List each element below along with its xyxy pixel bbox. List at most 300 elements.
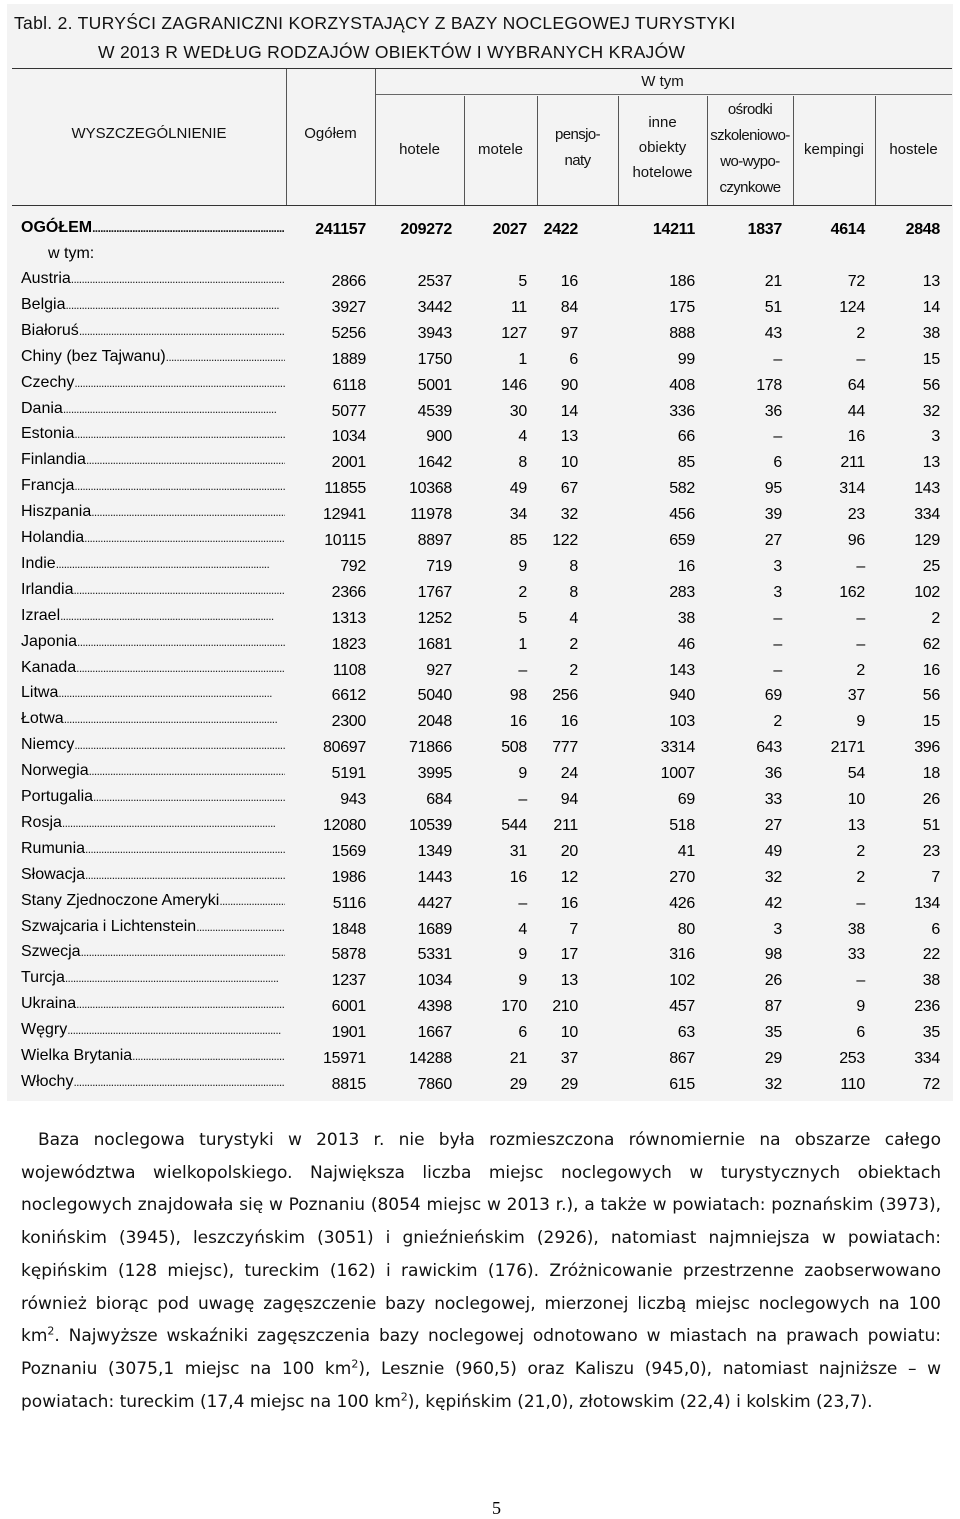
- table-row: [0, 1020, 960, 1046]
- cell-kempingi: –: [856, 350, 865, 368]
- cell-kempingi: 16: [847, 428, 865, 446]
- row-label: Hiszpania . . .: [21, 501, 285, 527]
- cell-osrodki: 3: [773, 583, 782, 601]
- cell-motele: –: [518, 791, 527, 808]
- cell-motele: 5: [518, 609, 527, 627]
- table-title-line2: W 2013 R WEDŁUG RODZAJÓW OBIEKTÓW I WYBRANYCH KRAJÓW: [98, 42, 686, 62]
- cell-hostele: 56: [922, 687, 940, 705]
- cell-hotele: 4398: [417, 998, 452, 1016]
- table-row: [0, 606, 960, 632]
- cell-inne-obiekty: 888: [669, 324, 695, 342]
- cell-kempingi: 110: [840, 1075, 865, 1093]
- cell-inne-obiekty: 867: [669, 1050, 695, 1067]
- cell-motele: 11: [510, 298, 527, 316]
- cell-osrodki: 26: [764, 972, 782, 990]
- row-label: Słowacja . . .: [21, 864, 285, 890]
- cell-ogolem: 12080: [323, 816, 366, 834]
- cell-kempingi: 6: [856, 1024, 865, 1042]
- cell-kempingi: –: [856, 557, 865, 575]
- row-label: Irlandia . . .: [21, 579, 285, 605]
- row-label: Estonia . . .: [21, 423, 285, 449]
- cell-inne-obiekty: 38: [677, 609, 695, 627]
- cell-pensjonaty: 97: [560, 324, 578, 342]
- cell-hotele: 10368: [409, 480, 452, 498]
- cell-inne-obiekty: 63: [677, 1024, 695, 1042]
- cell-motele: 98: [509, 687, 527, 705]
- cell-hotele: 3442: [417, 298, 452, 316]
- cell-ogolem: 2366: [331, 583, 366, 601]
- cell-osrodki: 3: [773, 920, 782, 938]
- cell-kempingi: 9: [856, 713, 865, 731]
- cell-hotele: 11978: [410, 506, 452, 524]
- cell-pensjonaty: 10: [560, 1024, 578, 1042]
- cell-inne-obiekty: 175: [669, 298, 695, 316]
- cell-hostele: 7: [931, 868, 940, 886]
- cell-ogolem: 6612: [331, 687, 366, 705]
- table-row: [0, 787, 960, 813]
- cell-motele: 9: [518, 946, 527, 964]
- cell-ogolem: 1986: [331, 868, 366, 886]
- cell-hostele: 62: [922, 635, 940, 653]
- cell-hotele: 209272: [400, 221, 452, 238]
- cell-inne-obiekty: 426: [669, 894, 695, 912]
- cell-motele: 29: [509, 1075, 527, 1093]
- superscript: 2: [47, 1324, 55, 1338]
- cell-osrodki: 43: [764, 324, 782, 342]
- cell-ogolem: 1848: [331, 920, 366, 938]
- cell-hotele: 5001: [417, 376, 452, 394]
- row-label: Chiny (bez Tajwanu) . . .: [21, 346, 285, 372]
- cell-hostele: 16: [922, 661, 940, 679]
- cell-ogolem: 1889: [331, 350, 366, 368]
- cell-kempingi: 2: [856, 842, 865, 860]
- cell-kempingi: 2171: [830, 739, 865, 757]
- cell-hostele: 3: [931, 428, 940, 446]
- cell-ogolem: 1901: [331, 1024, 366, 1042]
- cell-kempingi: 253: [839, 1050, 865, 1067]
- cell-ogolem: 5116: [332, 894, 366, 912]
- cell-motele: 170: [501, 998, 527, 1016]
- cell-kempingi: 314: [839, 480, 865, 498]
- cell-osrodki: 6: [773, 454, 782, 472]
- cell-kempingi: 9: [856, 998, 865, 1016]
- cell-hostele: 23: [922, 842, 940, 860]
- row-label: Rosja . . .: [21, 812, 285, 838]
- cell-motele: 544: [501, 816, 527, 834]
- cell-motele: 4: [518, 920, 527, 938]
- table-row: [0, 269, 960, 295]
- cell-hotele: 7860: [417, 1075, 452, 1093]
- page-number: 5: [492, 1498, 501, 1518]
- cell-motele: 146: [501, 376, 527, 394]
- cell-inne-obiekty: 283: [669, 583, 695, 601]
- cell-pensjonaty: 122: [552, 532, 578, 549]
- table-row: [0, 554, 960, 580]
- cell-osrodki: 643: [756, 739, 782, 757]
- cell-hotele: 684: [426, 791, 452, 808]
- cell-osrodki: 69: [764, 687, 782, 705]
- table-row: [0, 658, 960, 684]
- cell-pensjonaty: 777: [552, 739, 578, 757]
- cell-motele: 30: [509, 402, 527, 420]
- row-label: Indie . . .: [21, 553, 285, 579]
- cell-pensjonaty: 2422: [543, 221, 578, 238]
- cell-hostele: 236: [914, 998, 940, 1016]
- row-label: Litwa . . .: [21, 682, 285, 708]
- cell-motele: 9: [518, 972, 527, 990]
- row-label: Finlandia . . .: [21, 449, 285, 475]
- cell-hostele: 2: [931, 609, 940, 627]
- cell-hostele: 38: [922, 324, 940, 342]
- cell-pensjonaty: 16: [560, 894, 578, 912]
- wtym-rule: [375, 94, 952, 95]
- cell-hostele: 32: [922, 402, 940, 420]
- cell-pensjonaty: 17: [560, 946, 578, 964]
- row-label: Niemcy . . .: [21, 734, 285, 760]
- table-row-total: [0, 217, 960, 243]
- cell-pensjonaty: 67: [560, 480, 578, 498]
- cell-pensjonaty: 6: [569, 350, 578, 368]
- cell-motele: 2027: [492, 221, 527, 238]
- cell-kempingi: –: [856, 894, 865, 912]
- header-hotele: hotele: [399, 141, 440, 158]
- cell-kempingi: 2: [856, 868, 865, 886]
- cell-ogolem: 1108: [332, 661, 366, 679]
- cell-pensjonaty: 90: [560, 376, 578, 394]
- cell-osrodki: 39: [764, 506, 782, 524]
- cell-pensjonaty: 13: [560, 972, 578, 990]
- row-label: Holandia . . .: [21, 527, 285, 553]
- cell-inne-obiekty: 46: [677, 635, 695, 653]
- row-label: Turcja . . .: [21, 967, 285, 993]
- cell-ogolem: 1823: [331, 635, 366, 653]
- cell-inne-obiekty: 1007: [660, 765, 695, 783]
- table-row: [0, 399, 960, 425]
- cell-pensjonaty: 12: [560, 868, 578, 886]
- cell-hostele: 102: [914, 583, 940, 601]
- cell-ogolem: 1313: [331, 609, 366, 627]
- header-hostele: hostele: [889, 141, 938, 158]
- cell-osrodki: 27: [764, 816, 782, 834]
- cell-motele: 127: [501, 324, 527, 342]
- cell-inne-obiekty: 270: [669, 868, 695, 886]
- cell-ogolem: 5077: [331, 402, 366, 420]
- cell-hostele: 13: [922, 454, 940, 472]
- cell-ogolem: 10115: [324, 532, 366, 549]
- cell-hostele: 13: [922, 273, 940, 290]
- cell-hostele: 38: [922, 972, 940, 990]
- table-row: [0, 450, 960, 476]
- cell-ogolem: 3927: [331, 298, 366, 316]
- cell-pensjonaty: 16: [560, 713, 578, 731]
- header-w-tym: W tym: [641, 73, 684, 90]
- row-label: Czechy . . .: [21, 372, 285, 398]
- cell-inne-obiekty: 456: [669, 506, 695, 524]
- cell-motele: 9: [518, 765, 527, 783]
- table-row: [0, 632, 960, 658]
- cell-ogolem: 2300: [331, 713, 366, 731]
- cell-kempingi: 23: [847, 506, 865, 524]
- cell-ogolem: 943: [340, 791, 366, 808]
- row-label: Stany Zjednoczone Ameryki . . .: [21, 890, 285, 916]
- cell-pensjonaty: 10: [560, 454, 578, 472]
- cell-hotele: 10539: [409, 816, 452, 834]
- cell-inne-obiekty: 85: [677, 454, 695, 472]
- cell-motele: 16: [509, 713, 527, 731]
- cell-hotele: 8897: [417, 532, 452, 549]
- cell-pensjonaty: 24: [560, 765, 578, 783]
- cell-osrodki: 95: [764, 480, 782, 498]
- cell-hotele: 927: [426, 661, 452, 679]
- paragraph-text-2: . Najwyższe wskaźniki zagęszczenia bazy noclegowej odnotowano w miastach na prawach powiatu: Poznaniu (3075,1 miejsc na 100 km: [21, 1326, 941, 1379]
- cell-osrodki: 33: [764, 791, 782, 808]
- row-label: Austria . . .: [21, 268, 285, 294]
- cell-inne-obiekty: 659: [669, 532, 695, 549]
- cell-hostele: 334: [914, 1050, 940, 1067]
- cell-pensjonaty: 256: [552, 687, 578, 705]
- cell-hostele: 334: [914, 506, 940, 524]
- cell-pensjonaty: 2: [569, 661, 578, 679]
- cell-ogolem: 12941: [323, 506, 366, 524]
- cell-hostele: 51: [922, 816, 940, 834]
- table-row: [0, 917, 960, 943]
- header-pensjonaty: pensjo- naty: [555, 126, 600, 169]
- cell-hostele: 15: [922, 713, 940, 731]
- cell-osrodki: 27: [764, 532, 782, 549]
- table-row: [0, 761, 960, 787]
- cell-hotele: 71866: [409, 739, 452, 757]
- cell-kempingi: 54: [847, 765, 865, 783]
- cell-kempingi: 2: [856, 661, 865, 679]
- cell-hotele: 1667: [417, 1024, 452, 1042]
- cell-hostele: 15: [922, 350, 940, 368]
- table-row: [0, 735, 960, 761]
- cell-motele: 508: [501, 739, 527, 757]
- row-label: Szwajcaria i Lichtenstein . . .: [21, 916, 285, 942]
- cell-inne-obiekty: 582: [669, 480, 695, 498]
- cell-hotele: 4427: [417, 894, 452, 912]
- cell-osrodki: 32: [764, 1075, 782, 1093]
- cell-hotele: 1443: [417, 868, 452, 886]
- cell-hostele: 22: [922, 946, 940, 964]
- cell-kempingi: 211: [840, 454, 865, 472]
- row-label: Wielka Brytania . . .: [21, 1045, 285, 1071]
- cell-osrodki: 32: [764, 868, 782, 886]
- cell-hostele: 35: [922, 1024, 940, 1042]
- table-row: [0, 321, 960, 347]
- table-row: [0, 373, 960, 399]
- cell-hotele: 3995: [417, 765, 452, 783]
- cell-pensjonaty: 16: [560, 273, 578, 290]
- cell-motele: 21: [509, 1050, 527, 1067]
- cell-hotele: 1642: [417, 454, 452, 472]
- cell-kempingi: 10: [847, 791, 865, 808]
- cell-inne-obiekty: 408: [669, 376, 695, 394]
- cell-ogolem: 2866: [331, 273, 366, 290]
- cell-motele: 1: [518, 350, 527, 368]
- cell-pensjonaty: 8: [569, 557, 578, 575]
- cell-motele: 8: [518, 454, 527, 472]
- table-row: [0, 994, 960, 1020]
- table-title-line1: Tabl. 2. TURYŚCI ZAGRANICZNI KORZYSTAJĄCY Z BAZY NOCLEGOWEJ TURYSTYKI: [14, 13, 736, 33]
- cell-osrodki: 2: [773, 713, 782, 731]
- row-label: Węgry . . .: [21, 1019, 285, 1045]
- cell-ogolem: 1569: [331, 842, 366, 860]
- cell-inne-obiekty: 143: [669, 661, 695, 679]
- cell-motele: –: [518, 661, 527, 679]
- cell-ogolem: 5878: [331, 946, 366, 964]
- cell-inne-obiekty: 615: [669, 1075, 695, 1093]
- cell-motele: 16: [509, 868, 527, 886]
- cell-hostele: 14: [922, 298, 940, 316]
- cell-hostele: 25: [922, 557, 940, 575]
- table-row: [0, 942, 960, 968]
- cell-motele: 5: [518, 273, 527, 290]
- cell-motele: 2: [518, 583, 527, 601]
- row-label: Białoruś . . .: [21, 320, 285, 346]
- row-label: Japonia . . .: [21, 631, 285, 657]
- cell-kempingi: 13: [847, 816, 865, 834]
- cell-hostele: 129: [914, 532, 940, 549]
- cell-hotele: 1349: [417, 842, 452, 860]
- subheading-w-tym: w tym:: [48, 245, 95, 262]
- cell-osrodki: 98: [764, 946, 782, 964]
- cell-hostele: 134: [914, 894, 940, 912]
- table-row: [0, 502, 960, 528]
- superscript: 2: [400, 1389, 408, 1403]
- cell-hostele: 6: [931, 920, 940, 938]
- cell-hotele: 719: [426, 557, 452, 575]
- cell-hotele: 14288: [409, 1050, 452, 1067]
- row-label: Izrael . . .: [21, 605, 285, 631]
- cell-inne-obiekty: 3314: [660, 739, 695, 757]
- cell-hotele: 2537: [417, 273, 452, 290]
- row-label: Norwegia . . .: [21, 760, 285, 786]
- cell-kempingi: 4614: [830, 221, 865, 238]
- cell-osrodki: –: [773, 428, 782, 446]
- cell-ogolem: 1237: [331, 972, 366, 990]
- cell-hotele: 5040: [417, 687, 452, 705]
- cell-osrodki: 29: [764, 1050, 782, 1067]
- cell-ogolem: 6001: [331, 998, 366, 1016]
- cell-inne-obiekty: 102: [669, 972, 695, 990]
- cell-hotele: 1681: [417, 635, 452, 653]
- cell-osrodki: 3: [773, 557, 782, 575]
- header-kempingi: kempingi: [803, 141, 865, 158]
- cell-pensjonaty: 29: [560, 1075, 578, 1093]
- cell-osrodki: 36: [764, 402, 782, 420]
- cell-kempingi: 37: [847, 687, 865, 705]
- cell-inne-obiekty: 457: [669, 998, 695, 1016]
- table-row: [0, 295, 960, 321]
- cell-kempingi: 33: [847, 946, 865, 964]
- cell-kempingi: 38: [847, 920, 865, 938]
- cell-hostele: 56: [922, 376, 940, 394]
- cell-motele: 31: [509, 842, 527, 860]
- cell-kempingi: 44: [847, 402, 865, 420]
- row-label: Szwecja . . .: [21, 941, 285, 967]
- cell-inne-obiekty: 316: [669, 946, 695, 964]
- cell-osrodki: 178: [756, 376, 782, 394]
- paragraph-text-1: Baza noclegowa turystyki w 2013 r. nie była rozmieszczona równomiernie na obszarze całego województwa wielkopolskiego. Największa liczba miejsc noclegowych w turystycznych obiektach noclegowych znajdowała się w Poznaniu (8054 miejsc w 2013 r.), a także w powiatach: poznańskim (3973), konińskim (3945), leszczyńskim (3051) i gnieźnieńskim (2926), natomiast najmniejsza w powiatach: kępińskim (128 miejsc), tureckim (162) i rawickim (176). Zróżnicowanie przestrzenne zaobserwowano również biorąc pod uwagę zagęszczenie bazy noclegowej, mierzonej liczbą miejsc noclegowych na 100 km: [21, 1130, 941, 1347]
- row-label: Łotwa . . .: [21, 708, 285, 734]
- cell-osrodki: –: [773, 609, 782, 627]
- row-label: Rumunia . . .: [21, 838, 285, 864]
- table-row: [0, 683, 960, 709]
- table-row: [0, 1046, 960, 1072]
- table-row: [0, 865, 960, 891]
- cell-inne-obiekty: 336: [669, 402, 695, 420]
- cell-pensjonaty: 7: [569, 920, 578, 938]
- cell-kempingi: 64: [847, 376, 865, 394]
- cell-osrodki: –: [773, 661, 782, 679]
- cell-inne-obiekty: 940: [669, 687, 695, 705]
- cell-ogolem: 8815: [331, 1075, 366, 1093]
- cell-inne-obiekty: 69: [677, 791, 695, 808]
- row-label: Kanada . . .: [21, 657, 285, 683]
- cell-hostele: 26: [922, 791, 940, 808]
- cell-hotele: 1252: [417, 609, 452, 627]
- cell-hotele: 4539: [417, 402, 452, 420]
- cell-inne-obiekty: 186: [669, 273, 695, 290]
- cell-ogolem: 5256: [331, 324, 366, 342]
- cell-osrodki: 51: [764, 298, 782, 316]
- cell-hotele: 1689: [417, 920, 452, 938]
- table-row: [0, 424, 960, 450]
- cell-inne-obiekty: 80: [677, 920, 695, 938]
- table-row: [0, 813, 960, 839]
- superscript: 2: [351, 1357, 359, 1371]
- paragraph-text-3: ), Lesznie (960,5) oraz Kaliszu (945,0), natomiast najniższe – w powiatach: tureckim (17,4 miejsc na 100 km: [21, 1358, 941, 1412]
- cell-osrodki: 35: [764, 1024, 782, 1042]
- cell-inne-obiekty: 103: [669, 713, 695, 731]
- cell-hostele: 396: [914, 739, 940, 757]
- row-label: Belgia . . .: [21, 294, 285, 320]
- cell-ogolem: 241157: [315, 221, 366, 238]
- cell-osrodki: 36: [764, 765, 782, 783]
- cell-hostele: 72: [922, 1075, 940, 1093]
- cell-kempingi: 2: [856, 324, 865, 342]
- cell-pensjonaty: 2: [569, 635, 578, 653]
- cell-inne-obiekty: 99: [677, 350, 695, 368]
- cell-pensjonaty: 211: [553, 816, 578, 834]
- cell-hotele: 3943: [417, 324, 452, 342]
- cell-kempingi: –: [856, 972, 865, 990]
- cell-pensjonaty: 210: [552, 998, 578, 1016]
- cell-motele: 4: [518, 428, 527, 446]
- cell-osrodki: 21: [764, 273, 782, 290]
- header-inne-obiekty: inne obiekty hotelowe: [632, 114, 693, 181]
- body-paragraph: [21, 1124, 941, 1418]
- cell-kempingi: –: [856, 635, 865, 653]
- cell-kempingi: 124: [839, 298, 865, 316]
- cell-motele: –: [518, 894, 527, 912]
- cell-ogolem: 15971: [323, 1050, 366, 1067]
- row-label: Ukraina . . .: [21, 993, 285, 1019]
- cell-ogolem: 1034: [331, 428, 366, 446]
- cell-ogolem: 792: [340, 557, 366, 575]
- cell-osrodki: 1837: [747, 221, 782, 238]
- cell-pensjonaty: 32: [560, 506, 578, 524]
- cell-ogolem: 11855: [324, 480, 366, 498]
- cell-hostele: 18: [922, 765, 940, 783]
- cell-osrodki: 49: [764, 842, 782, 860]
- table-row: [0, 528, 960, 554]
- cell-hotele: 900: [426, 428, 452, 446]
- cell-pensjonaty: 13: [560, 428, 578, 446]
- cell-hotele: 5331: [417, 946, 452, 964]
- cell-pensjonaty: 37: [560, 1050, 578, 1067]
